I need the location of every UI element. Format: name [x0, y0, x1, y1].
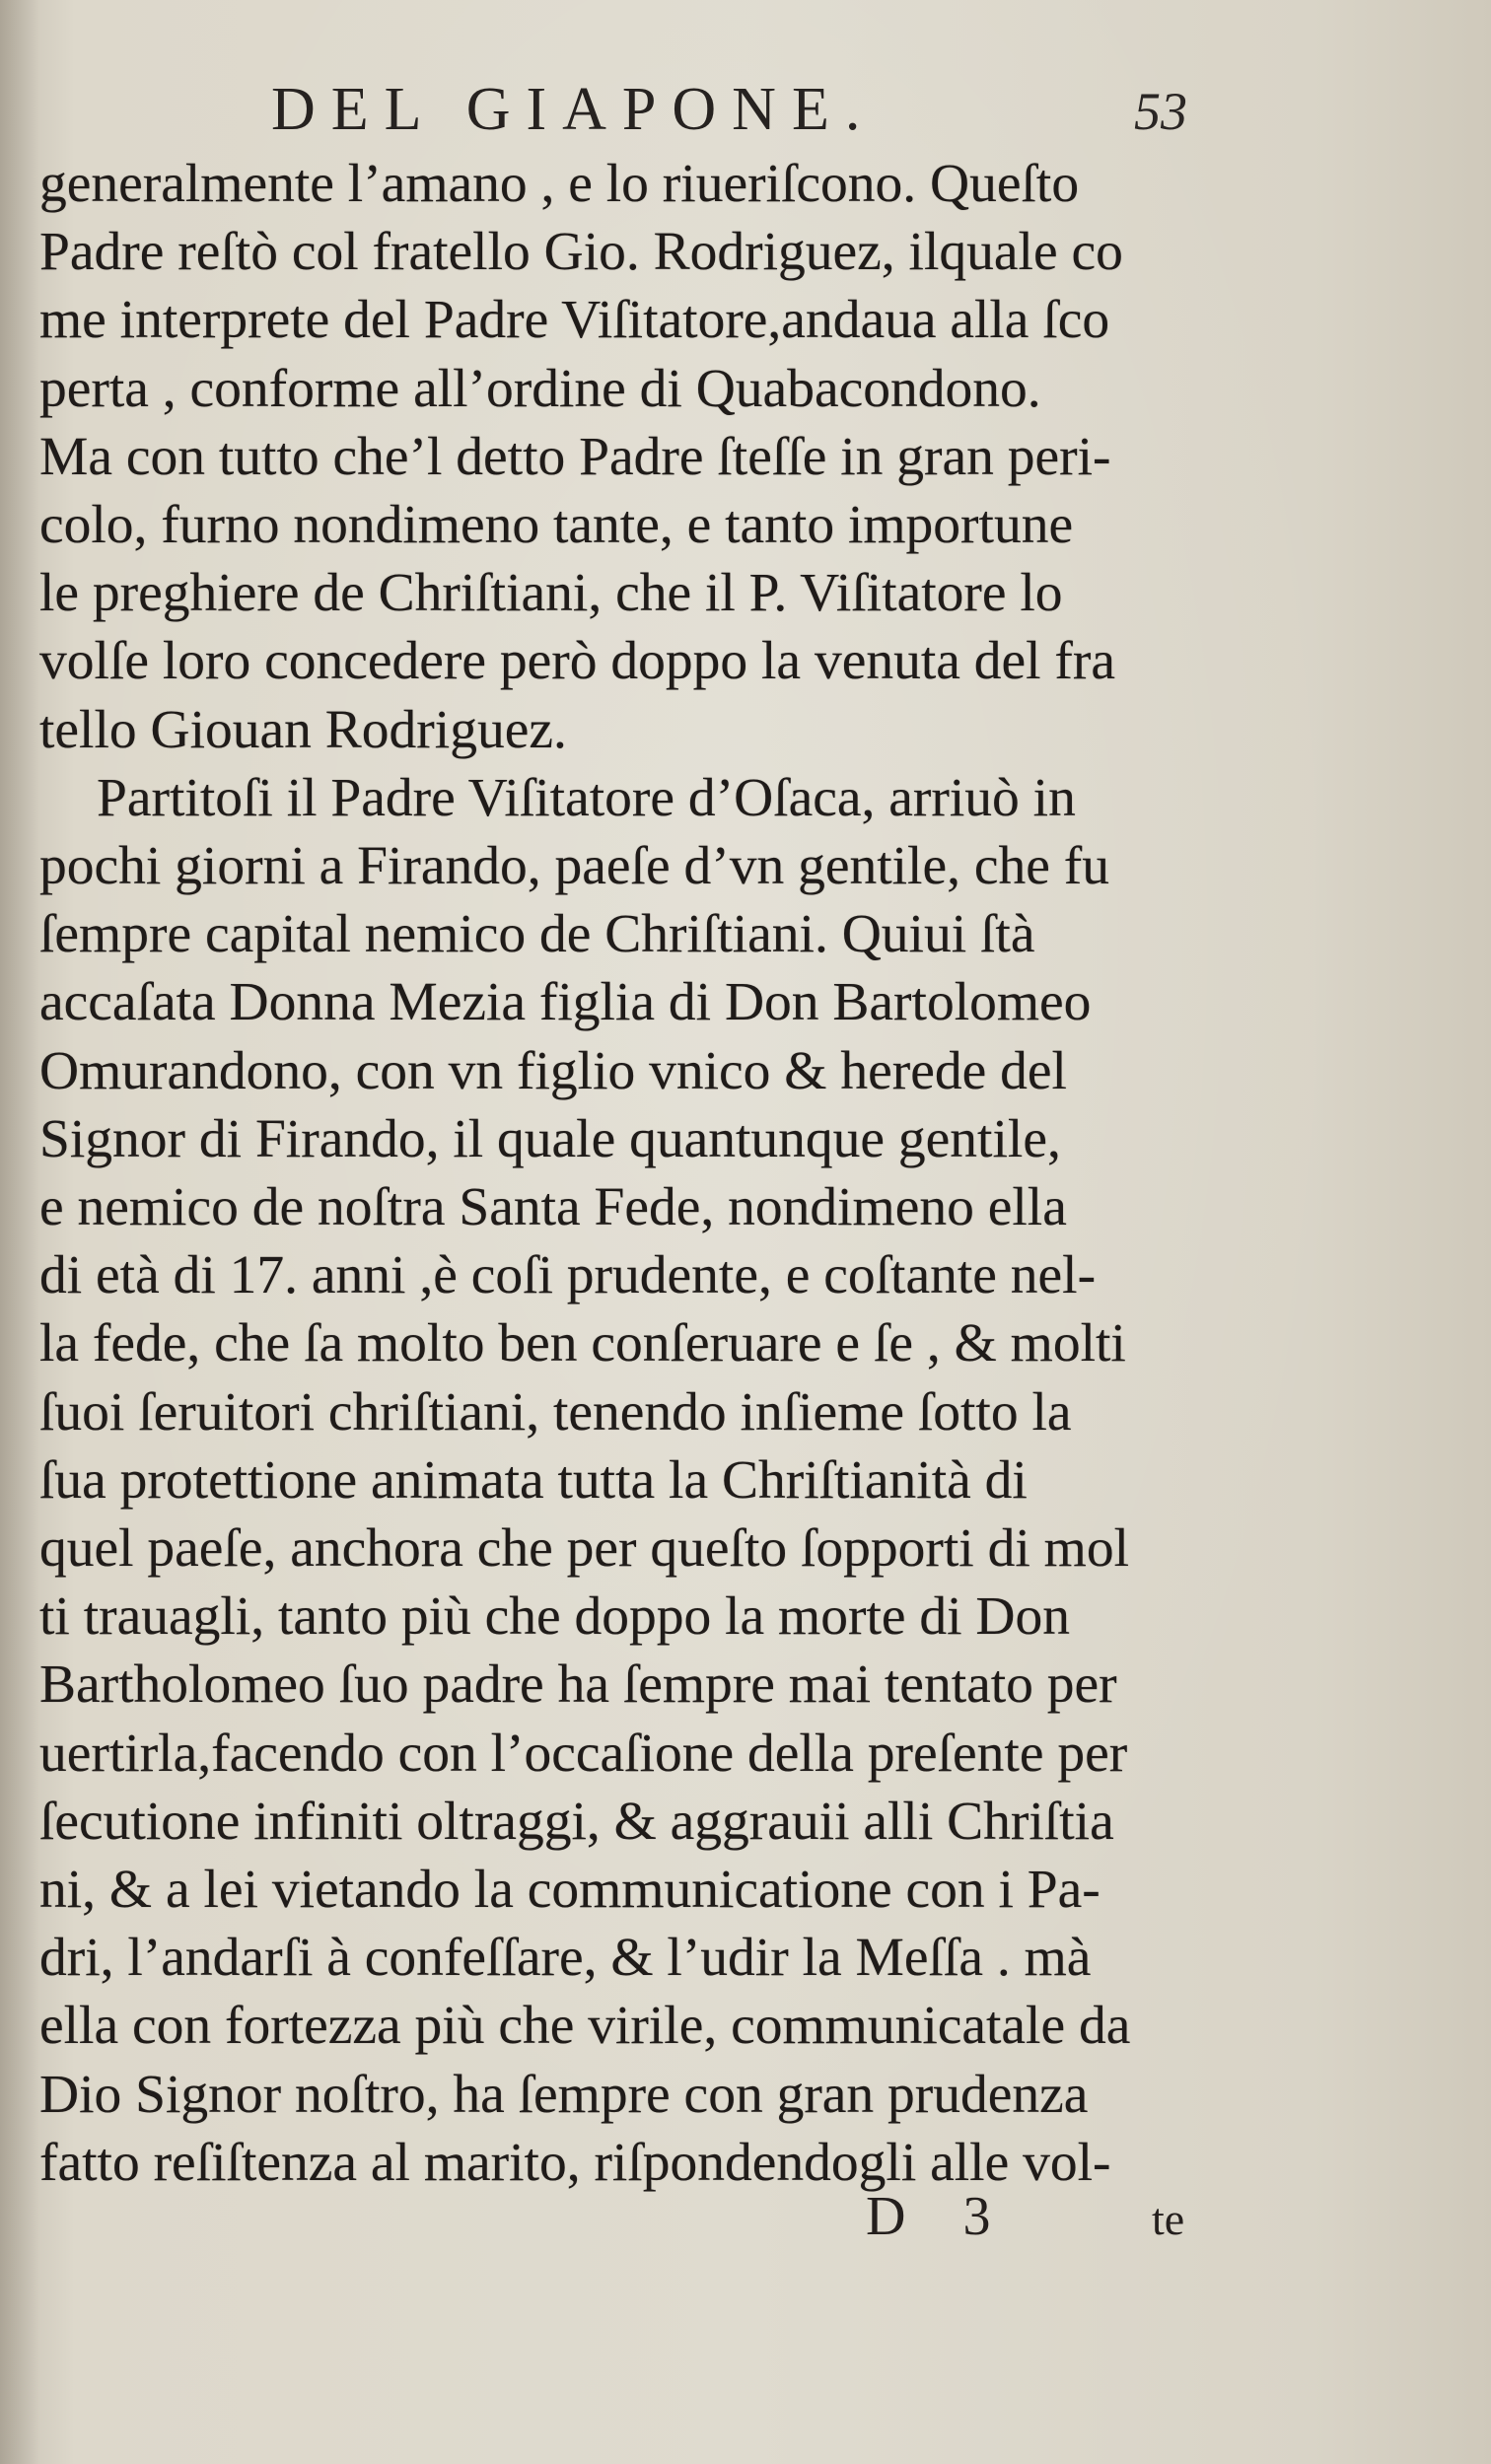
- text-line: generalmente l’amano , e lo riueriſcono. Queſto: [39, 154, 1080, 214]
- text-line: Omurandono, con vn figlio vnico & herede del: [39, 1040, 1067, 1101]
- text-line: Dio Signor noſtro, ha ſempre con gran prudenza: [39, 2064, 1089, 2125]
- body-text: [39, 150, 1262, 2197]
- text-line: Padre reſtò col fratello Gio. Rodriguez, ilquale co: [39, 222, 1123, 283]
- paragraph-start-line: Partitoſi il Padre Viſitatore d’Oſaca, arriuò in: [97, 767, 1076, 828]
- text-line: fatto reſiſtenza al marito, riſpondendogli alle vol-: [39, 2132, 1111, 2193]
- text-line: me interprete del Padre Viſitatore,andaua alla ſco: [39, 290, 1110, 351]
- text-line: dri, l’andarſi à confeſſare, & l’udir la Meſſa . mà: [39, 1928, 1092, 1989]
- text-line: ſecutione infiniti oltraggi, & aggrauii alli Chriſtia: [39, 1791, 1114, 1852]
- text-line: la fede, che ſa molto ben conſeruare e ſe , & molti: [39, 1313, 1126, 1374]
- text-line: ella con fortezza più che virile, communicatale da: [39, 1996, 1131, 2057]
- text-line: le preghiere de Chriſtiani, che il P. Viſitatore lo: [39, 563, 1063, 624]
- text-line: Ma con tutto che’l detto Padre ſteſſe in gran peri-: [39, 426, 1111, 487]
- text-line: ſempre capital nemico de Chriſtiani. Quiui ſtà: [39, 904, 1035, 965]
- text-line: ni, & a lei vietando la communicatione con i Pa-: [39, 1860, 1100, 1921]
- text-line: colo, furno nondimeno tante, e tanto importune: [39, 495, 1074, 556]
- text-line: tello Giouan Rodriguez.: [39, 699, 567, 760]
- text-line: ſuoi ſeruitori chriſtiani, tenendo inſieme ſotto la: [39, 1381, 1072, 1443]
- page-number: 53: [1134, 82, 1187, 141]
- text-line: perta , conforme all’ordine di Quabacondono.: [39, 358, 1041, 419]
- running-title: DEL GIAPONE.: [271, 76, 877, 143]
- text-line: Signor di Firando, il quale quantunque gentile,: [39, 1108, 1061, 1169]
- text-line: volſe loro concedere però doppo la venuta del fra: [39, 631, 1116, 692]
- text-line: di età di 17. anni ,è coſi prudente, e coſtante nel-: [39, 1245, 1097, 1306]
- text-line: ti trauagli, tanto più che doppo la morte di Don: [39, 1586, 1071, 1648]
- text-line: Bartholomeo ſuo padre ha ſempre mai tentato per: [39, 1654, 1117, 1716]
- running-head: [0, 71, 1491, 160]
- text-line: pochi giorni a Firando, paeſe d’vn gentile, che fu: [39, 836, 1109, 897]
- gutter-shadow: [0, 0, 39, 2464]
- text-line: quel paeſe, anchora che per queſto ſopporti di mol: [39, 1518, 1129, 1580]
- text-line: uertirla,facendo con l’occaſione della preſente per: [39, 1723, 1128, 1784]
- text-line: ſua protettione animata tutta la Chriſtianità di: [39, 1449, 1028, 1511]
- page-footer: [0, 2186, 1491, 2278]
- catchword: te: [1152, 2194, 1185, 2244]
- text-line: e nemico de noſtra Santa Fede, nondimeno ella: [39, 1177, 1067, 1238]
- text-line: accaſata Donna Mezia figlia di Don Bartolomeo: [39, 972, 1092, 1033]
- signature-mark: D 3: [866, 2186, 1013, 2247]
